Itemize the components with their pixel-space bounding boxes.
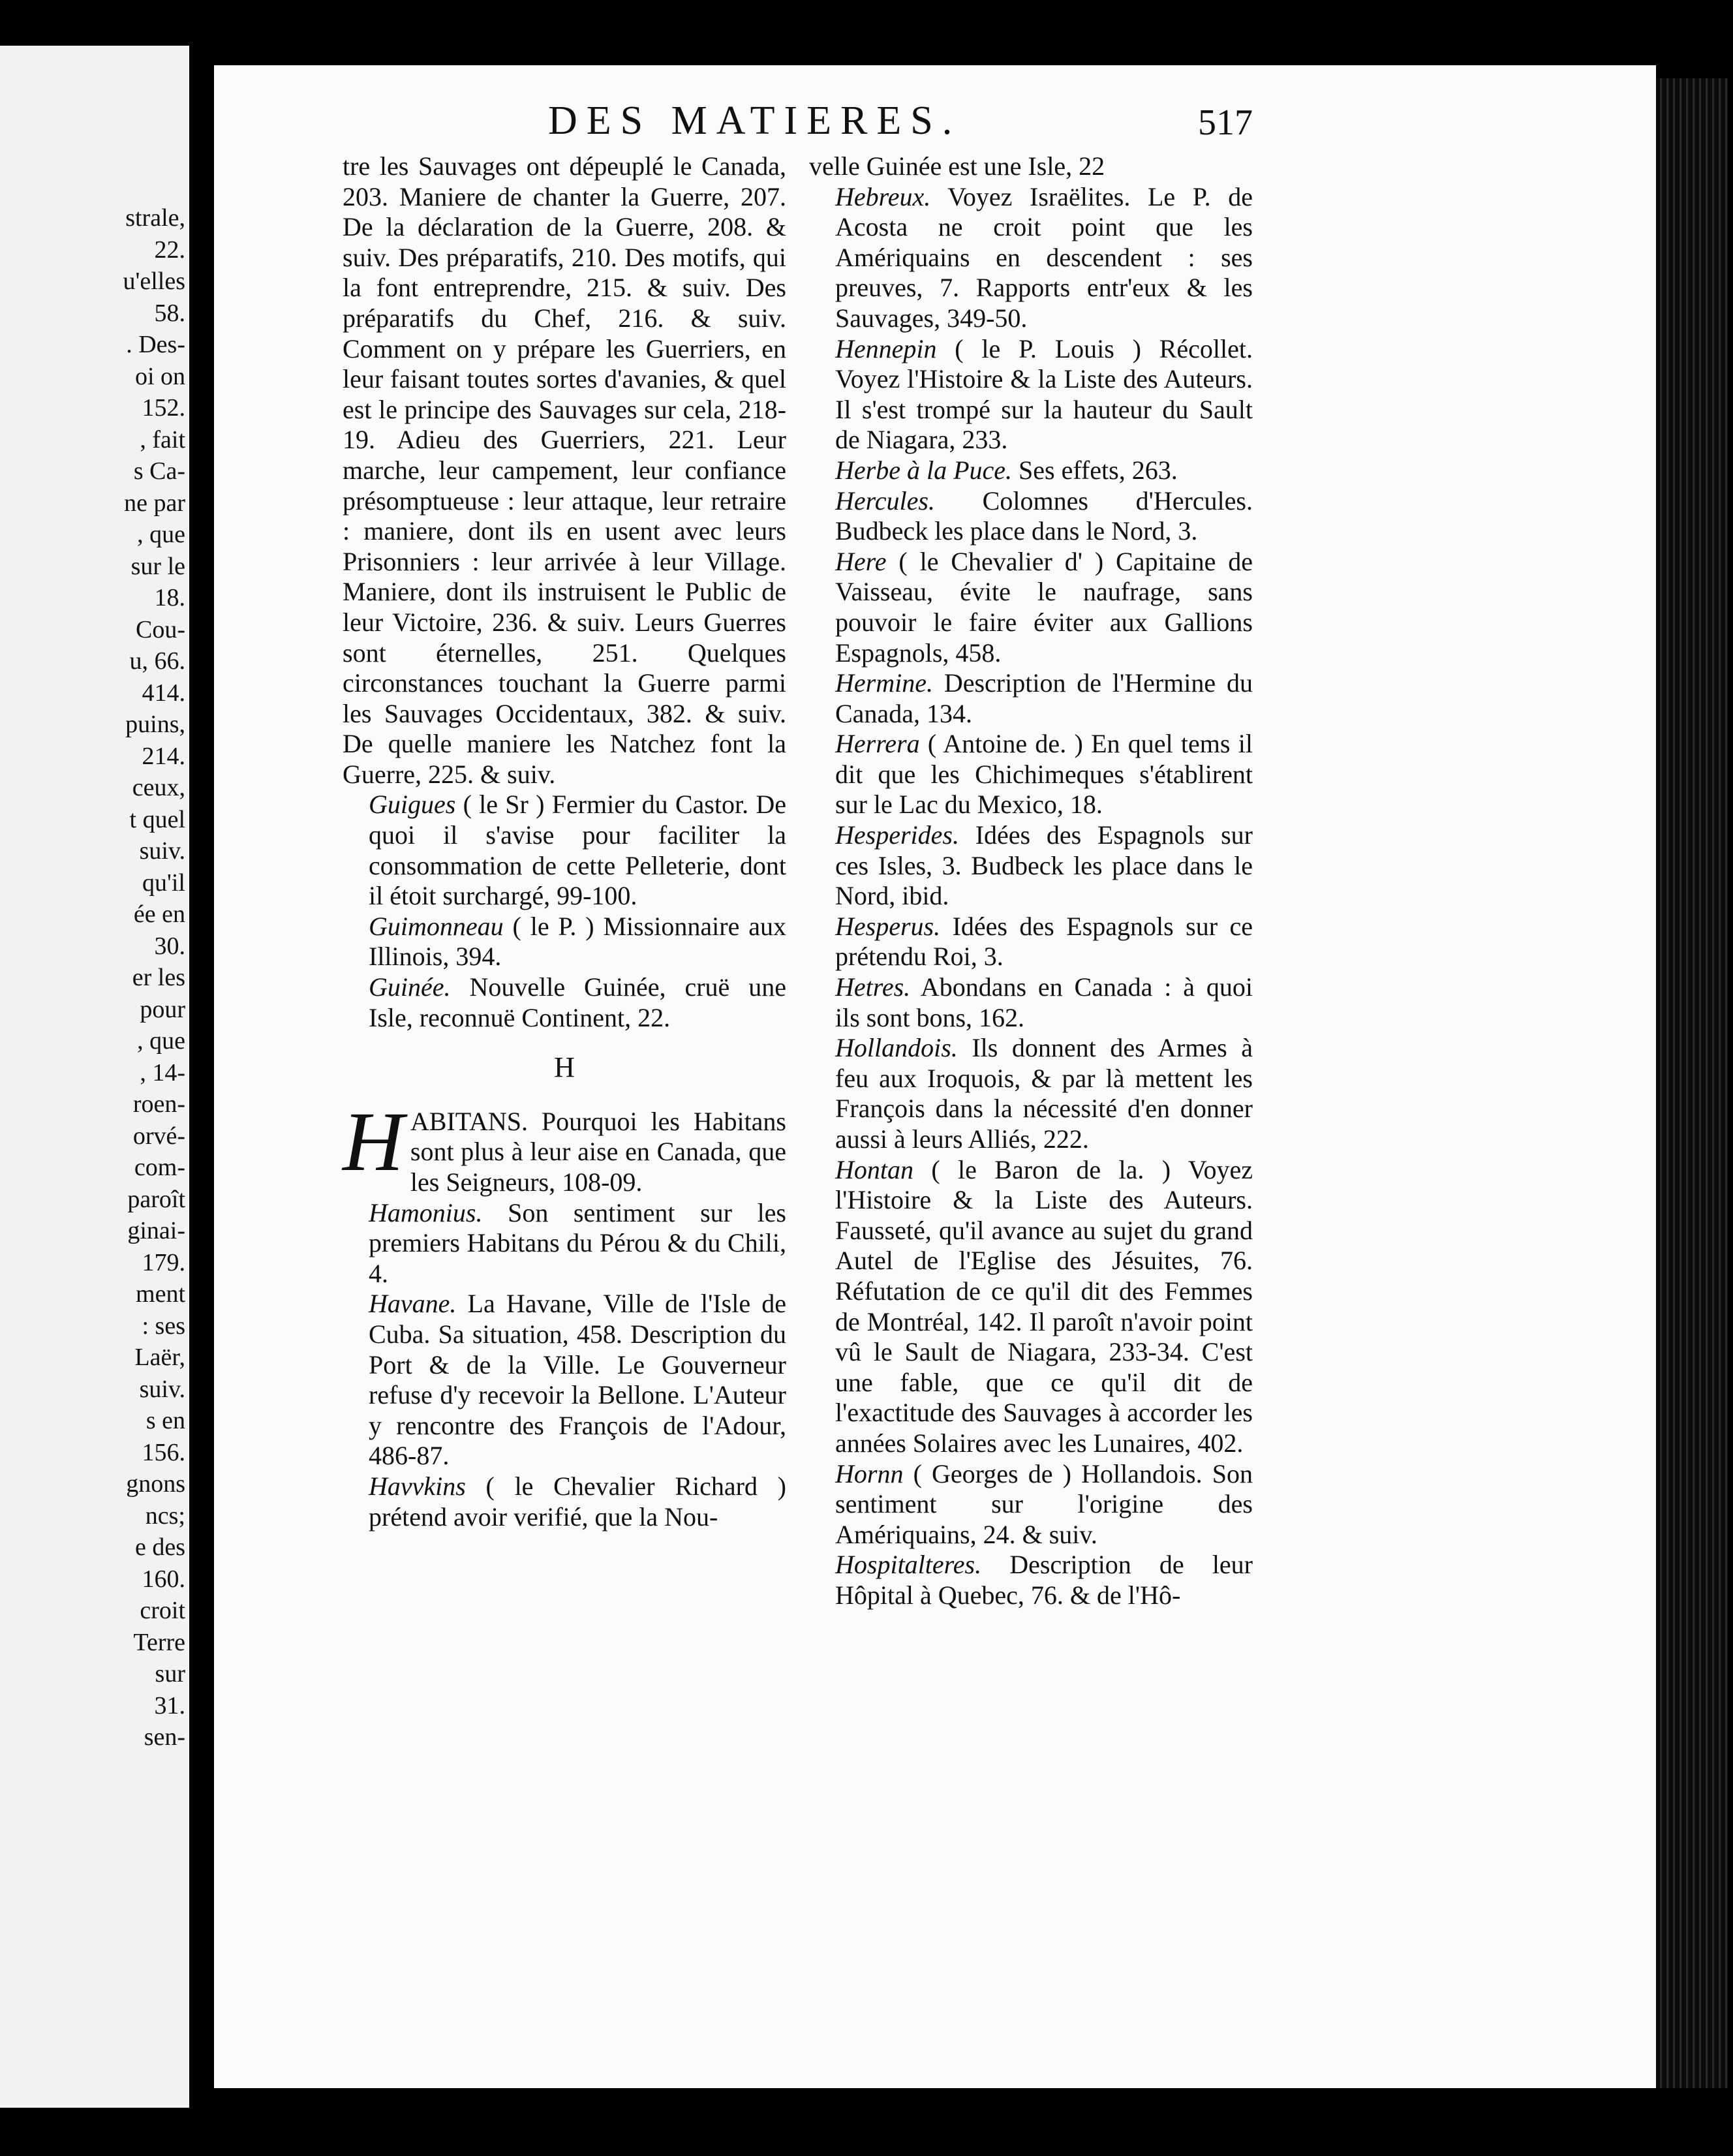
facing-page-line: Terre	[133, 1628, 185, 1656]
index-entry	[343, 1471, 786, 1532]
entry-head: Hebreux.	[835, 181, 931, 211]
entry-text: ( le P. ) Missionnaire aux Illinois, 394.	[369, 911, 786, 972]
facing-page-line: pour	[140, 995, 185, 1023]
facing-page-line: paroît	[127, 1185, 185, 1213]
facing-page-line: Cou-	[136, 615, 185, 643]
facing-page-text	[16, 202, 185, 1753]
entry-head: Hesperus.	[835, 911, 941, 941]
facing-page-line: 31.	[154, 1691, 185, 1719]
section-letter: H	[554, 1051, 575, 1084]
entry-list-b	[343, 1198, 786, 1533]
index-entry	[809, 455, 1253, 486]
entry-head: Hetres.	[835, 972, 911, 1002]
facing-page-line: , que	[137, 521, 185, 548]
facing-page-line: 214.	[142, 742, 185, 770]
facing-page-line: 156.	[142, 1438, 185, 1466]
facing-page-line: suiv.	[139, 837, 185, 865]
entry-text: Idées des Espagnols sur ces Isles, 3. Budbeck les place dans le Nord, ibid.	[835, 820, 1253, 911]
entry-head: Guigues	[369, 790, 456, 820]
entry-head: Guinée.	[369, 972, 451, 1002]
index-entry	[809, 1033, 1253, 1154]
index-entry	[809, 972, 1253, 1033]
facing-page-line: strale,	[125, 204, 185, 232]
index-entry	[809, 1459, 1253, 1550]
entry-head: Hercules.	[835, 485, 935, 516]
index-entry	[809, 912, 1253, 972]
page-number: 517	[1198, 102, 1253, 143]
entry-head: Herrera	[835, 729, 920, 759]
entry-head: Hontan	[835, 1154, 913, 1184]
entry-text: La Havane, Ville de l'Isle de Cuba. Sa situation, 458. Description du Port & de la Ville. Le Gouverneur refuse d'y recevoir la Bellone. L'Auteur y rencontre des François de l'Adour, 486-87.	[369, 1289, 786, 1471]
entry-head: Hermine.	[835, 668, 933, 698]
facing-page-line: , 14-	[140, 1058, 185, 1086]
entry-head: Hornn	[835, 1458, 904, 1488]
entry-head: Havvkins	[369, 1471, 466, 1501]
index-entry	[809, 668, 1253, 729]
facing-page-line: , que	[137, 1027, 185, 1055]
entry-head: Hollandois.	[835, 1033, 958, 1063]
facing-page-line: 160.	[142, 1565, 185, 1593]
facing-page-line: suiv.	[139, 1375, 185, 1403]
entry-text: Ses effets, 263.	[1012, 455, 1178, 485]
entry-text: ( le Chevalier d' ) Capitaine de Vaisseau, évite le naufrage, sans pouvoir le faire éviter aux Gallions Espagnols, 458.	[835, 546, 1253, 668]
entry-text: ( le Baron de la. ) Voyez l'Histoire & la Liste des Auteurs. Fausseté, qu'il avance au sujet du grand Autel de l'Eglise des Jésuites, 76. Réfutation de ce qu'il dit des Femmes de Montréal, 142. Il paroît n'avoir point vû le Sault de Niagara, 233-34. C'est une fable, que ce qu'il dit de l'exactitude des Sauvages à accorder les années Solaires avec les Lunaires, 402.	[835, 1154, 1253, 1458]
index-column-right	[809, 151, 1253, 1611]
entry-list-a	[343, 790, 786, 1033]
entry-list-c	[809, 182, 1253, 1611]
facing-page-line: roen-	[132, 1090, 185, 1118]
index-entry	[809, 820, 1253, 912]
entry-head: Havane.	[369, 1289, 457, 1319]
facing-page-line: ment	[136, 1280, 185, 1308]
entry-text: Colomnes d'Hercules. Budbeck les place dans le Nord, 3.	[835, 485, 1253, 546]
page-header	[346, 98, 1253, 144]
facing-page-line: croit	[140, 1597, 185, 1624]
facing-page-line: ée en	[133, 901, 185, 928]
facing-page-line: ceux,	[132, 774, 185, 801]
facing-page-line: 58.	[154, 299, 185, 327]
facing-page-line: u'elles	[123, 268, 185, 295]
index-column-left	[343, 151, 786, 1532]
index-entry	[809, 182, 1253, 334]
entry-head: Hospitalteres.	[835, 1550, 982, 1580]
facing-page-line: Laër,	[134, 1344, 185, 1371]
facing-page-line: s Ca-	[133, 457, 185, 485]
index-entry	[809, 1155, 1253, 1459]
entry-head: Hesperides.	[835, 820, 959, 850]
facing-page-line: ne par	[124, 489, 185, 517]
index-entry	[809, 547, 1253, 668]
drop-cap: H	[343, 1094, 404, 1189]
facing-page-line: 152.	[142, 394, 185, 422]
facing-page-line: . Des-	[126, 331, 185, 358]
facing-page-line: sen-	[144, 1723, 185, 1751]
facing-page-line: puins,	[125, 711, 185, 738]
facing-page-line: gnons	[126, 1470, 185, 1498]
entry-text: Nouvelle Guinée, cruë une Isle, reconnuë Continent, 22.	[369, 972, 786, 1032]
facing-page-line: sur	[155, 1660, 185, 1687]
page-stack-edge	[1656, 78, 1728, 2088]
facing-page-line: 18.	[154, 584, 185, 611]
facing-page-line: qu'il	[142, 869, 185, 897]
entry-text: ( Antoine de. ) En quel tems il dit que les Chichimeques s'établirent sur le Lac du Mexico, 18.	[835, 729, 1253, 820]
index-entry	[809, 1550, 1253, 1610]
index-entry	[343, 1198, 786, 1289]
entry-head: Hennepin	[835, 333, 937, 363]
index-entry	[343, 1289, 786, 1471]
habitans-entry	[343, 1094, 786, 1198]
entry-text: Idées des Espagnols sur ce prétendu Roi, 3.	[835, 911, 1253, 972]
entry-text: ( le P. Louis ) Récollet. Voyez l'Histoire & la Liste des Auteurs. Il s'est trompé sur la hauteur du Sault de Niagara, 233.	[835, 333, 1253, 455]
entry-head: Guimonneau	[369, 911, 504, 941]
facing-page-line: 22.	[154, 236, 185, 264]
index-entry	[343, 790, 786, 911]
entry-text: ( le Chevalier Richard ) prétend avoir verifié, que la Nou-	[369, 1471, 786, 1532]
index-entry	[809, 729, 1253, 820]
facing-page-line: ncs;	[145, 1502, 185, 1530]
facing-page-line: oi on	[134, 362, 185, 390]
facing-page-line: 30.	[154, 932, 185, 960]
facing-page-line: : ses	[142, 1312, 185, 1340]
entry-text: ( le Sr ) Fermier du Castor. De quoi il s'avise pour faciliter la consommation de cette Pelleterie, dont il étoit surchargé, 99-100.	[369, 790, 786, 911]
index-entry	[343, 972, 786, 1033]
entry-head: Hamonius.	[369, 1197, 483, 1227]
continued-entry: tre les Sauvages ont dépeuplé le Canada, 203. Maniere de chanter la Guerre, 207. De la déclaration de la Guerre, 208. & suiv. Des préparatifs, 210. Des motifs, qui la font entreprendre, 215. & suiv. Des préparatifs du Chef, 216. & suiv. Comment on y prépare les Guerriers, en leur faisant toutes sortes d'avanies, & quel est le principe des Sauvages sur cela, 218-19. Adieu des Guerriers, 221. Leur marche, leur campement, leur confiance présomptueuse : leur attaque, leur retraire : maniere, dont ils en usent avec leurs Prisonniers : leur arrivée à leur Village. Maniere, dont ils instruisent le Public de leur Victoire, 236. & suiv. Leurs Guerres sont éternelles, 251. Quelques circonstances touchant la Guerre parmi les Sauvages Occidentaux, 382. & suiv. De quelle maniere les Natchez font la Guerre, 225. & suiv.	[343, 151, 786, 789]
index-entry	[343, 912, 786, 972]
entry-text: Abondans en Canada : à quoi ils sont bons, 162.	[835, 972, 1253, 1032]
running-head: DES MATIERES.	[548, 99, 962, 143]
entry-head: Herbe à la Puce.	[835, 455, 1013, 485]
entry-text: Voyez Israëlites. Le P. de Acosta ne croit point que les Amériquains en descendent : ses preuves, 7. Rapports entr'eux & les Sauvages, 349-50.	[835, 181, 1253, 333]
facing-page-line: u, 66.	[129, 647, 185, 675]
facing-page-line: 179.	[142, 1248, 185, 1276]
entry-text: ( Georges de ) Hollandois. Son sentiment sur l'origine des Amériquains, 24. & suiv.	[835, 1458, 1253, 1549]
facing-page-line: com-	[134, 1154, 185, 1181]
facing-page-line: ginai-	[127, 1217, 185, 1244]
index-entry	[809, 334, 1253, 455]
facing-page-fragment	[0, 46, 189, 2108]
index-entry	[809, 486, 1253, 547]
entry-text: Description de l'Hermine du Canada, 134.	[835, 668, 1253, 728]
facing-page-line: er les	[132, 964, 185, 991]
facing-page-line: , fait	[140, 425, 185, 454]
facing-page-line: s en	[146, 1407, 185, 1434]
entry-text: Ils donnent des Armes à feu aux Iroquois, & par là mettent les François dans la nécessité d'en donner aussi à leurs Alliés, 222.	[835, 1033, 1253, 1154]
facing-page-line: t quel	[129, 805, 185, 833]
entry-text: Son sentiment sur les premiers Habitans du Pérou & du Chili, 4.	[369, 1197, 786, 1288]
entry-text: Description de leur Hôpital à Quebec, 76. & de l'Hô-	[835, 1550, 1253, 1610]
facing-page-line: e des	[134, 1533, 185, 1561]
facing-page-line: orvé-	[132, 1122, 185, 1150]
facing-page-line: sur le	[130, 552, 185, 580]
continued-entry: velle Guinée est une Isle, 22	[809, 151, 1105, 181]
entry-head: Here	[835, 546, 887, 576]
facing-page-line: 414.	[142, 679, 185, 707]
habitans-text: ABITANS. Pourquoi les Habitans sont plus à leur aise en Canada, que les Seigneurs, 108-09.	[410, 1106, 786, 1197]
